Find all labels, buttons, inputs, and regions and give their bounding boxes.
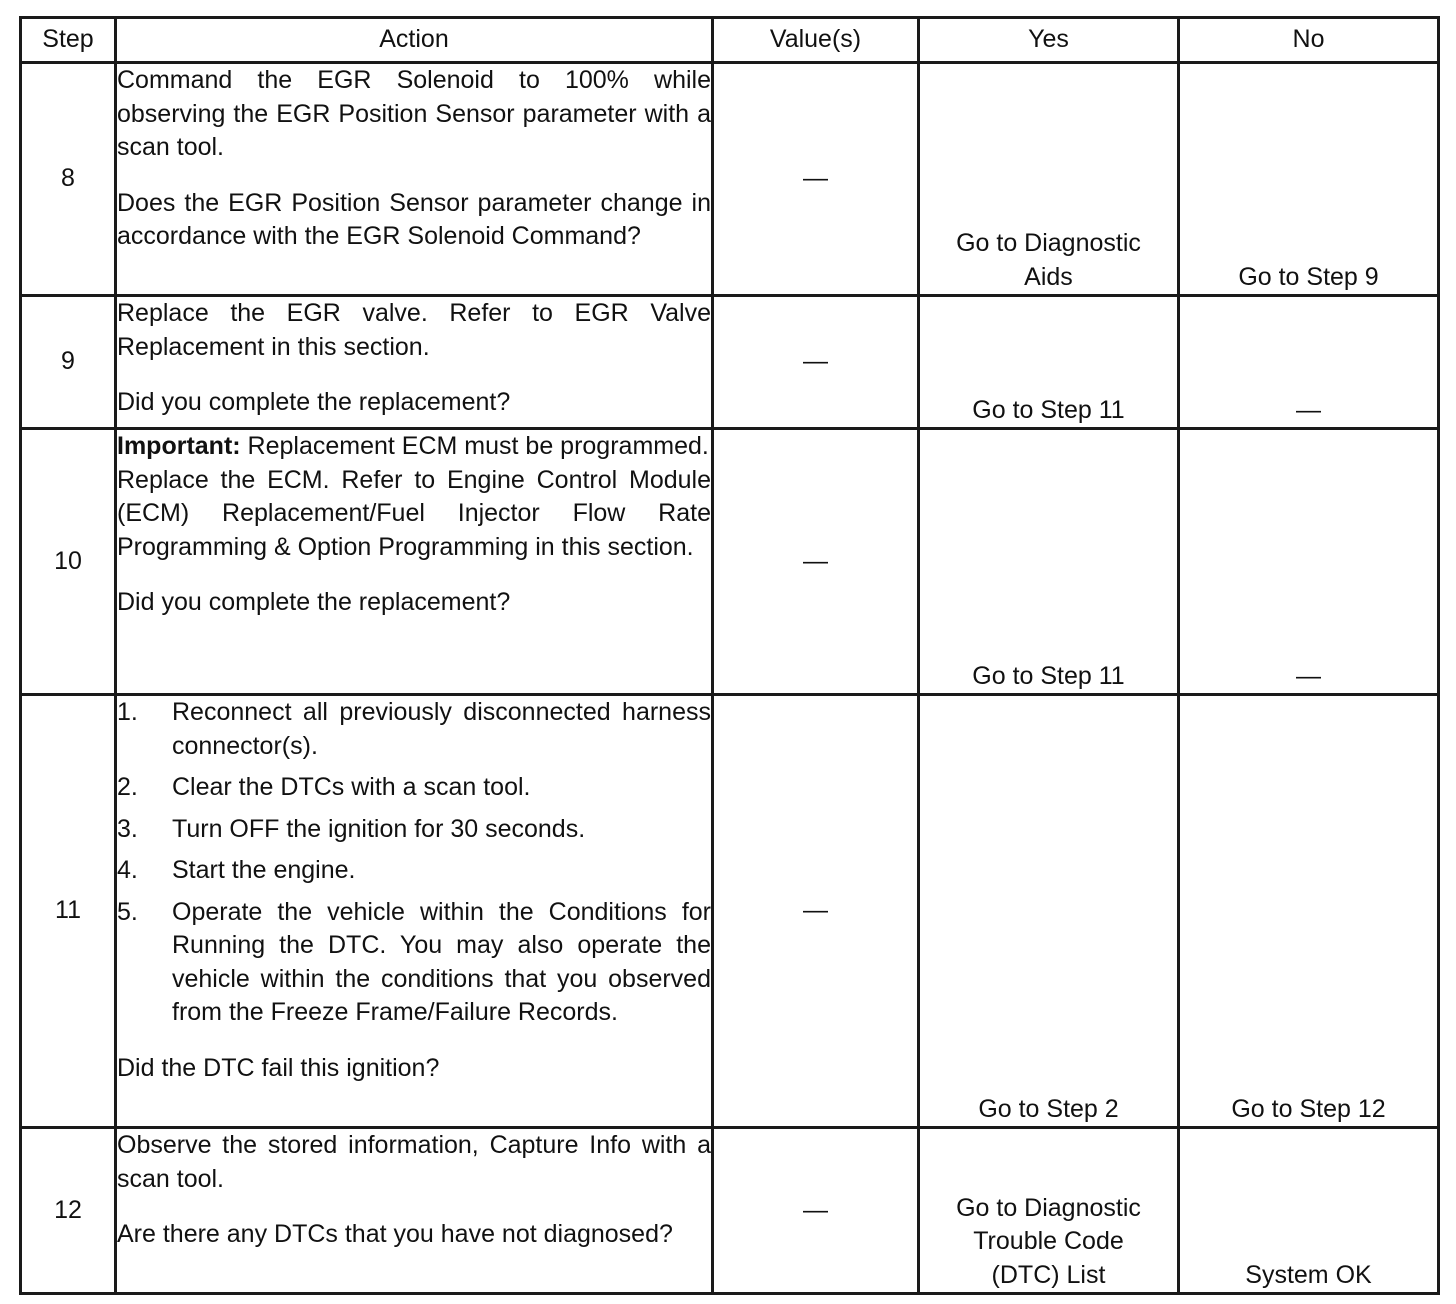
action-steps-list	[117, 696, 711, 1030]
action-question: Did the DTC fail this ignition?	[117, 1053, 440, 1082]
action-text: Observe the stored information, Capture Info with a scan tool.	[117, 1131, 711, 1193]
yes-result: Go to Step 11	[919, 429, 1179, 695]
step-number: 10	[21, 429, 116, 695]
header-values: Value(s)	[713, 18, 919, 63]
list-item	[117, 813, 711, 847]
action-cell	[116, 1128, 713, 1294]
step-number: 9	[21, 296, 116, 429]
table-row	[21, 296, 1439, 429]
yes-result: Go to Step 2	[919, 695, 1179, 1128]
no-result: Go to Step 9	[1179, 63, 1439, 296]
list-item-number: 5.	[117, 897, 138, 926]
action-cell	[116, 296, 713, 429]
no-result: Go to Step 12	[1179, 695, 1439, 1128]
action-question: Did you complete the replacement?	[117, 388, 511, 416]
table-row	[21, 695, 1439, 1128]
list-item-text: Start the engine.	[172, 856, 356, 884]
action-cell	[116, 695, 713, 1128]
list-item-number: 2.	[117, 773, 138, 801]
action-question: Are there any DTCs that you have not diagnosed?	[117, 1220, 673, 1248]
value-cell: —	[713, 695, 919, 1128]
table-row	[21, 429, 1439, 695]
list-item	[117, 854, 711, 888]
step-number: 11	[21, 695, 116, 1128]
yes-result: Go to Diagnostic Aids	[919, 63, 1179, 296]
important-label: Important:	[117, 432, 241, 460]
list-item-text: Turn OFF the ignition for 30 seconds.	[172, 814, 586, 843]
header-step: Step	[21, 18, 116, 63]
table-row	[21, 1128, 1439, 1294]
value-cell: —	[713, 63, 919, 296]
value-cell: —	[713, 1128, 919, 1294]
important-note	[117, 430, 711, 464]
table-row	[21, 63, 1439, 296]
list-item-text: Clear the DTCs with a scan tool.	[172, 773, 531, 801]
list-item	[117, 696, 711, 763]
step-number: 8	[21, 63, 116, 296]
important-text: Replacement ECM must be programmed.	[240, 432, 709, 460]
action-cell	[116, 63, 713, 296]
action-cell	[116, 429, 713, 695]
action-text: Command the EGR Solenoid to 100% while observing the EGR Position Sensor parameter with a scan tool.	[117, 66, 711, 161]
list-item-text: Operate the vehicle within the Conditions for Running the DTC. You may also operate the vehicle within the conditions that you observed from the Freeze Frame/Failure Records.	[172, 897, 711, 1026]
header-action: Action	[116, 18, 713, 63]
action-question: Did you complete the replacement?	[117, 588, 511, 616]
list-item-number: 3.	[117, 814, 138, 843]
value-cell: —	[713, 296, 919, 429]
diagnostic-table	[19, 16, 1440, 1295]
action-question: Does the EGR Position Sensor parameter change in accordance with the EGR Solenoid Command?	[117, 188, 711, 250]
list-item-text: Reconnect all previously disconnected harness connector(s).	[172, 698, 711, 760]
no-result: —	[1179, 429, 1439, 695]
yes-result: Go to Step 11	[919, 296, 1179, 429]
header-no: No	[1179, 18, 1439, 63]
action-text: Replace the ECM. Refer to Engine Control Module (ECM) Replacement/Fuel Injector Flow Rate Programming & Option Programming in this section.	[117, 465, 711, 561]
value-cell: —	[713, 429, 919, 695]
list-item-number: 1.	[117, 698, 138, 726]
list-item-number: 4.	[117, 856, 138, 884]
step-number: 12	[21, 1128, 116, 1294]
yes-result: Go to Diagnostic Trouble Code (DTC) List	[919, 1128, 1179, 1294]
header-row	[21, 18, 1439, 63]
no-result: System OK	[1179, 1128, 1439, 1294]
list-item	[117, 771, 711, 805]
no-result: —	[1179, 296, 1439, 429]
list-item	[117, 896, 711, 1030]
header-yes: Yes	[919, 18, 1179, 63]
action-text: Replace the EGR valve. Refer to EGR Valve Replacement in this section.	[117, 299, 711, 361]
